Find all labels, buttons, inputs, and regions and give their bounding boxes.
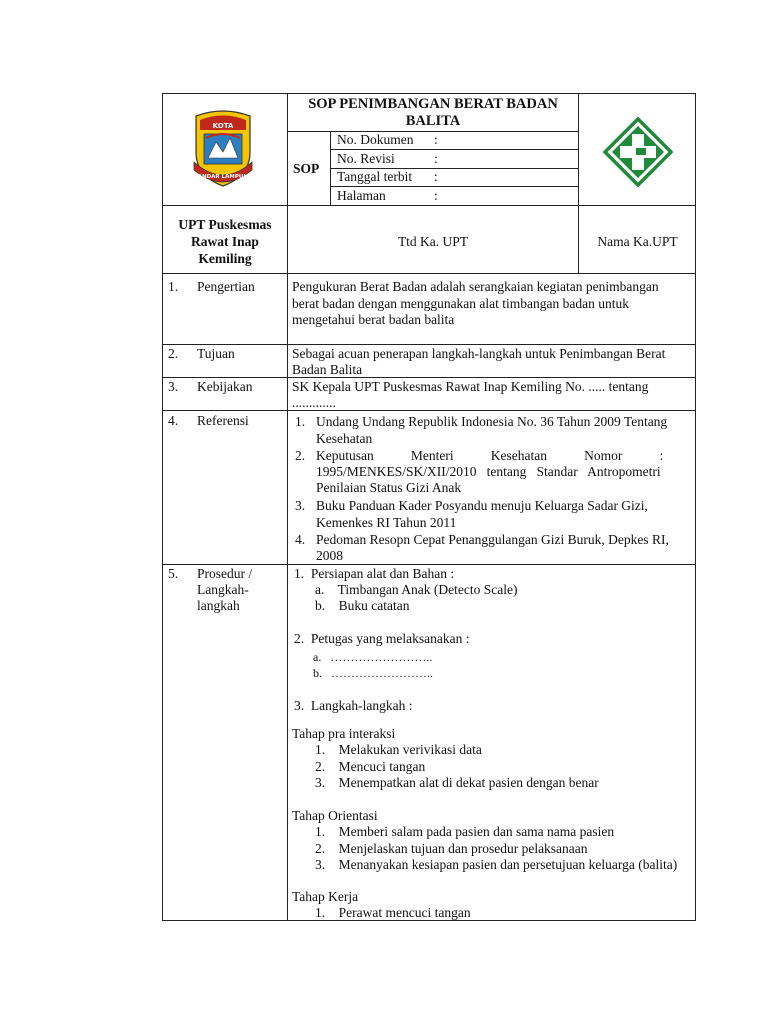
section-number: 2. bbox=[168, 346, 179, 361]
ref-number: 4. bbox=[295, 532, 306, 547]
procedure-item: b. …………………….. bbox=[313, 666, 433, 680]
ref-text: 1995/MENKES/SK/XII/2010 tentang Standar Antropometri bbox=[316, 464, 661, 479]
section-label: Referensi bbox=[197, 413, 249, 428]
ref-text: Keputusan Menteri Kesehatan Nomor : bbox=[316, 448, 664, 463]
divider bbox=[162, 410, 696, 411]
section-label: Tujuan bbox=[197, 346, 235, 361]
title-line-2: BALITA bbox=[405, 113, 461, 129]
section-text: Sebagai acuan penerapan langkah-langkah untuk Penimbangan Berat bbox=[292, 346, 666, 361]
stage-title: Tahap Kerja bbox=[292, 889, 359, 904]
section-number: 4. bbox=[168, 413, 179, 428]
stage-item: 1. Melakukan verivikasi data bbox=[315, 742, 482, 757]
stage-item: 3. Menempatkan alat di dekat pasien dengan benar bbox=[315, 775, 599, 790]
stage-item: 2. Mencuci tangan bbox=[315, 759, 426, 774]
city-emblem-logo bbox=[186, 108, 260, 188]
procedure-item: a. …………………….. bbox=[313, 650, 433, 664]
ref-number: 3. bbox=[295, 498, 306, 513]
org-line: Kemiling bbox=[198, 251, 252, 266]
section-number: 5. bbox=[168, 566, 179, 581]
doc-field-value: : bbox=[434, 132, 438, 147]
procedure-heading: 2. Petugas yang melaksanakan : bbox=[294, 631, 470, 646]
ref-text: Kemenkes RI Tahun 2011 bbox=[316, 515, 457, 530]
section-text: berat badan dengan menggunakan alat timbangan badan untuk bbox=[292, 296, 630, 311]
puskesmas-logo bbox=[603, 117, 673, 187]
section-text: SK Kepala UPT Puskesmas Rawat Inap Kemiling No. ..... tentang bbox=[292, 379, 649, 394]
section-number: 3. bbox=[168, 379, 179, 394]
stage-item: 2. Menjelaskan tujuan dan prosedur pelaksanaan bbox=[315, 841, 588, 856]
divider bbox=[162, 273, 696, 274]
ref-text: Penilaian Status Gizi Anak bbox=[316, 480, 462, 495]
ref-text: Undang Undang Republik Indonesia No. 36 Tahun 2009 Tentang bbox=[316, 414, 668, 429]
section-text: Pengukuran Berat Badan adalah serangkaian kegiatan penimbangan bbox=[292, 279, 659, 294]
logo-text-bottom: BANDAR LAMPUNG bbox=[193, 174, 253, 180]
ref-text: 2008 bbox=[316, 548, 343, 563]
section-text: Badan Balita bbox=[292, 362, 363, 377]
section-label: Prosedur / bbox=[197, 566, 253, 581]
sop-label: SOP bbox=[293, 161, 320, 176]
doc-field-label: Tanggal terbit bbox=[337, 169, 413, 184]
ref-number: 1. bbox=[295, 414, 306, 429]
logo-text-top: KOTA bbox=[212, 122, 234, 130]
divider bbox=[162, 205, 696, 206]
head-name: Nama Ka.UPT bbox=[597, 234, 678, 249]
doc-field-value: : bbox=[434, 169, 438, 184]
org-name bbox=[163, 216, 287, 267]
stage-title: Tahap Orientasi bbox=[292, 808, 378, 823]
divider bbox=[287, 93, 288, 921]
stage-item: 3. Menanyakan kesiapan pasien dan persetujuan keluarga (balita) bbox=[315, 857, 678, 872]
ref-text: Pedoman Resopn Cepat Penanggulangan Gizi Buruk, Depkes RI, bbox=[316, 532, 669, 547]
doc-field-label: No. Dokumen bbox=[337, 132, 414, 147]
org-line: Rawat Inap bbox=[191, 234, 259, 249]
org-line: UPT Puskesmas bbox=[178, 217, 272, 232]
stage-title: Tahap pra interaksi bbox=[292, 726, 396, 741]
doc-field-value: : bbox=[434, 188, 438, 203]
section-label: langkah bbox=[197, 598, 240, 613]
procedure-heading: 3. Langkah-langkah : bbox=[294, 698, 413, 713]
procedure-item: a. Timbangan Anak (Detecto Scale) bbox=[315, 582, 518, 597]
doc-field-label: No. Revisi bbox=[337, 151, 395, 166]
ref-text: Buku Panduan Kader Posyandu menuju Keluarga Sadar Gizi, bbox=[316, 498, 648, 513]
procedure-heading: 1. Persiapan alat dan Bahan : bbox=[294, 566, 455, 581]
section-label: Langkah- bbox=[197, 582, 249, 597]
signature-text: Ttd Ka. UPT bbox=[397, 234, 469, 249]
document-title bbox=[288, 96, 578, 130]
section-label: Kebijakan bbox=[197, 379, 253, 394]
doc-field-value: : bbox=[434, 151, 438, 166]
procedure-item: b. Buku catatan bbox=[315, 598, 410, 613]
section-label: Pengertian bbox=[197, 279, 255, 294]
ref-number: 2. bbox=[295, 448, 306, 463]
section-text: ............. bbox=[292, 395, 336, 410]
ref-text: Kesehatan bbox=[316, 431, 373, 446]
stage-item: 1. Memberi salam pada pasien dan sama nama pasien bbox=[315, 824, 615, 839]
doc-field-label: Halaman bbox=[337, 188, 386, 203]
title-line-1: SOP PENIMBANGAN BERAT BADAN bbox=[308, 96, 558, 112]
section-text: mengetahui berat badan balita bbox=[292, 312, 455, 327]
section-number: 1. bbox=[168, 279, 179, 294]
stage-item: 1. Perawat mencuci tangan bbox=[315, 905, 471, 920]
